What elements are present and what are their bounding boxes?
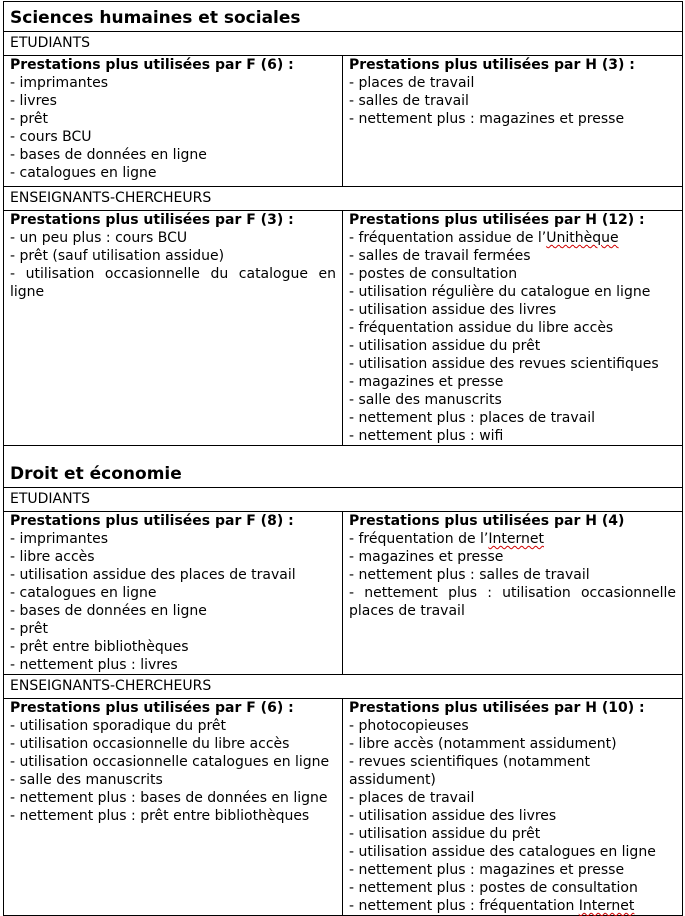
list-item: - utilisation occasionnelle catalogues en ligne [10, 754, 330, 770]
right-cell [343, 512, 683, 675]
group-label: ENSEIGNANTS-CHERCHEURS [4, 187, 683, 211]
list-item: - libre accès (notamment assidument) [349, 736, 617, 752]
cell-heading: Prestations plus utilisées par F (6) : [10, 57, 294, 73]
list-item: - imprimantes [10, 531, 109, 547]
list-item: - utilisation assidue du prêt [349, 338, 541, 354]
section-title: Droit et économie [10, 464, 182, 484]
list-item-text: Unithèque [546, 230, 619, 246]
group-row [4, 32, 683, 56]
list-item: - bases de données en ligne [10, 147, 207, 163]
content-row [4, 211, 683, 446]
list-item: - fréquentation assidue du libre accès [349, 320, 614, 336]
list-item-text: - nettement plus : fréquentation [349, 898, 579, 914]
cell-heading: Prestations plus utilisées par H (12) : [349, 212, 645, 228]
list-item: - photocopieuses [349, 718, 469, 734]
left-cell [4, 211, 343, 446]
left-cell [4, 512, 343, 675]
list-item: - utilisation assidue des catalogues en ligne [349, 844, 656, 860]
list-item: - utilisation assidue des livres [349, 302, 557, 318]
cell-heading: Prestations plus utilisées par H (10) : [349, 700, 645, 716]
list-item: - nettement plus : postes de consultation [349, 880, 638, 896]
group-row [4, 675, 683, 699]
list-item [349, 897, 676, 915]
list-item: - nettement plus : utilisation occasionnelle places de travail [349, 585, 677, 619]
list-item-text: Internet [488, 531, 544, 547]
list-item: - utilisation assidue des places de travail [10, 567, 296, 583]
list-item: - prêt [10, 111, 48, 127]
section-title: Sciences humaines et sociales [10, 8, 301, 28]
section-cell [4, 2, 683, 32]
cell-heading: Prestations plus utilisées par F (3) : [10, 212, 294, 228]
list-item: - imprimantes [10, 75, 109, 91]
group-label: ENSEIGNANTS-CHERCHEURS [4, 675, 683, 699]
list-item: - utilisation assidue du prêt [349, 826, 541, 842]
right-cell [343, 56, 683, 187]
list-item: - utilisation régulière du catalogue en ligne [349, 284, 651, 300]
content-row [4, 699, 683, 916]
list-item: - places de travail [349, 75, 475, 91]
list-item: - magazines et presse [349, 549, 504, 565]
list-item-text: - fréquentation assidue de l’ [349, 230, 547, 246]
list-item: - nettement plus : places de travail [349, 410, 596, 426]
list-item: - livres [10, 93, 57, 109]
list-item: - salle des manuscrits [10, 772, 163, 788]
section-row [4, 2, 683, 32]
right-cell [343, 211, 683, 446]
list-item: - utilisation assidue des livres [349, 808, 557, 824]
list-item: - nettement plus : magazines et presse [349, 111, 625, 127]
list-item: - nettement plus : bases de données en ligne [10, 790, 328, 806]
list-item: - libre accès [10, 549, 95, 565]
list-item: - utilisation occasionnelle du catalogue en ligne [10, 266, 336, 300]
list-item: - salles de travail [349, 93, 469, 109]
list-item: - bases de données en ligne [10, 603, 207, 619]
section-row [4, 446, 683, 488]
list-item: - salle des manuscrits [349, 392, 502, 408]
content-row [4, 512, 683, 675]
content-row [4, 56, 683, 187]
cell-heading: Prestations plus utilisées par H (3) : [349, 57, 635, 73]
list-item: - revues scientifiques (notamment assidument) [349, 754, 590, 788]
list-item [349, 229, 676, 247]
results-table [3, 1, 683, 916]
cell-heading: Prestations plus utilisées par F (8) : [10, 513, 294, 529]
list-item: - nettement plus : livres [10, 657, 178, 673]
list-item: - utilisation occasionnelle du libre accès [10, 736, 290, 752]
left-cell [4, 699, 343, 916]
list-item: - prêt [10, 621, 48, 637]
list-item [349, 530, 676, 548]
list-item: - places de travail [349, 790, 475, 806]
cell-heading: Prestations plus utilisées par H (4) [349, 513, 625, 529]
list-item: - prêt (sauf utilisation assidue) [10, 248, 225, 264]
list-item: - magazines et presse [349, 374, 504, 390]
list-item-text: - fréquentation de l’ [349, 531, 489, 547]
group-label: ETUDIANTS [4, 32, 683, 56]
list-item: - cours BCU [10, 129, 92, 145]
list-item: - prêt entre bibliothèques [10, 639, 189, 655]
document [3, 1, 682, 916]
list-item: - salles de travail fermées [349, 248, 531, 264]
list-item: - utilisation sporadique du prêt [10, 718, 227, 734]
list-item: - utilisation assidue des revues scientifiques [349, 356, 659, 372]
group-label: ETUDIANTS [4, 488, 683, 512]
right-cell [343, 699, 683, 916]
group-row [4, 187, 683, 211]
list-item: - nettement plus : prêt entre bibliothèques [10, 808, 310, 824]
list-item: - catalogues en ligne [10, 585, 157, 601]
list-item: - postes de consultation [349, 266, 518, 282]
left-cell [4, 56, 343, 187]
list-item: - catalogues en ligne [10, 165, 157, 181]
list-item: - nettement plus : salles de travail [349, 567, 590, 583]
list-item: - nettement plus : magazines et presse [349, 862, 625, 878]
list-item: - nettement plus : wifi [349, 428, 504, 444]
cell-heading: Prestations plus utilisées par F (6) : [10, 700, 294, 716]
list-item-text: Internet [578, 898, 635, 914]
list-item: - un peu plus : cours BCU [10, 230, 188, 246]
group-row [4, 488, 683, 512]
section-cell [4, 446, 683, 488]
